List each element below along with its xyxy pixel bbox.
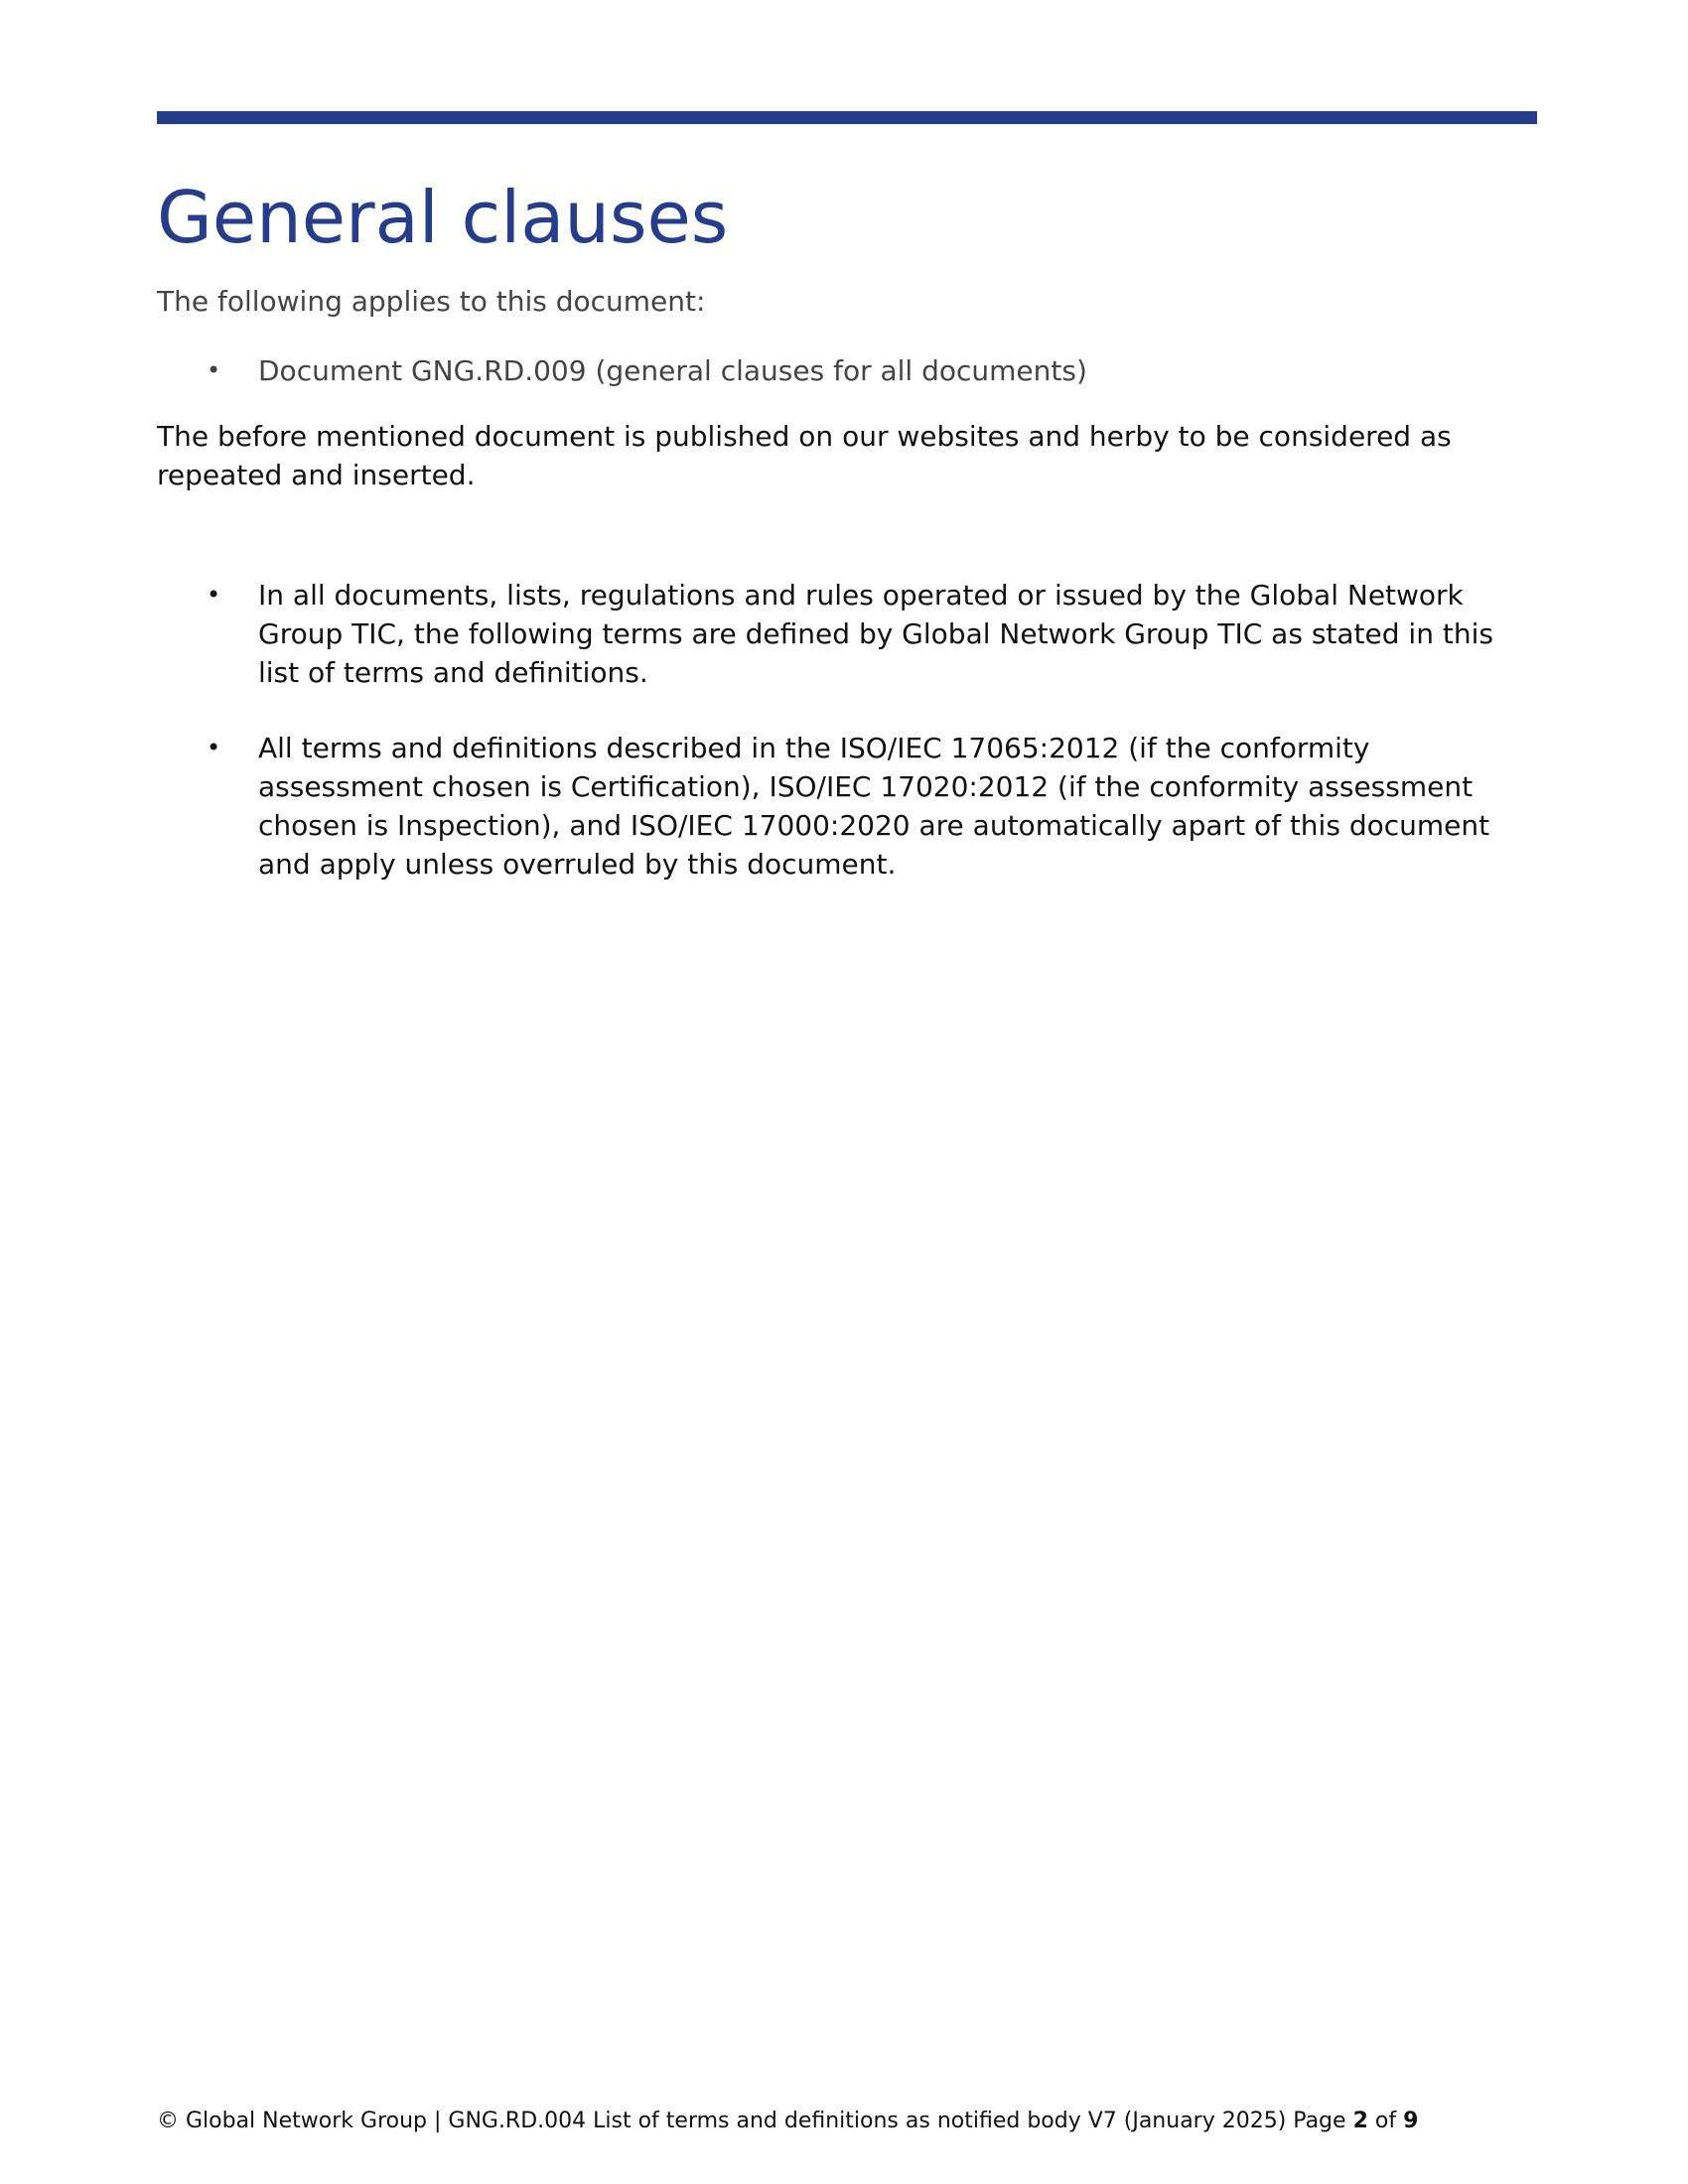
header-rule: [157, 111, 1537, 124]
list-item: [157, 576, 1537, 692]
page-of-label: of: [1374, 2109, 1397, 2133]
list-item-text: All terms and definitions described in the ISO/IEC 17065:2012 (if the conformity assessment chosen is Certification), ISO/IEC 17020:2012 (if the conformity assessment chosen is Inspection), and ISO/IEC 17000:2020 are automatically apart of this document and apply unless overruled by this document.: [258, 732, 1490, 881]
list-item: [157, 351, 1537, 390]
body-paragraph: The before mentioned document is published on our websites and herby to be considered as repeated and inserted.: [157, 420, 1452, 491]
bullet-icon: •: [207, 581, 221, 609]
bullet-icon: •: [207, 734, 221, 761]
list-item-text: Document GNG.RD.009 (general clauses for all documents): [258, 354, 1087, 387]
footer-text: © Global Network Group | GNG.RD.004 List of terms and definitions as notified body V7 (January 2025) Page: [157, 2109, 1346, 2133]
terms-list: [157, 576, 1537, 884]
page-footer: [157, 2107, 1418, 2136]
page-title: General clauses: [157, 176, 729, 259]
intro-text: The following applies to this document:: [157, 285, 706, 318]
page-current: 2: [1352, 2109, 1368, 2133]
list-item: [157, 729, 1537, 884]
list-item-text: In all documents, lists, regulations and rules operated or issued by the Global Network Group TIC, the following terms are defined by Global Network Group TIC as stated in this list of terms and definitions.: [258, 579, 1493, 689]
applies-list: [157, 351, 1537, 390]
page-total: 9: [1403, 2109, 1419, 2133]
bullet-icon: •: [207, 356, 221, 384]
